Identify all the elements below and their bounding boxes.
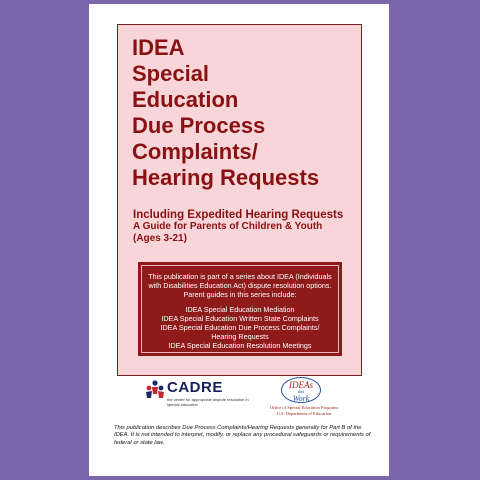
series-item: IDEA Special Education Resolution Meetings bbox=[168, 341, 312, 350]
cadre-logo bbox=[145, 377, 249, 417]
title-line: Hearing Requests bbox=[132, 165, 320, 190]
idea-logo-mid: that bbox=[297, 389, 305, 394]
title-line: Complaints/ bbox=[132, 139, 258, 164]
cadre-tagline: the center for appropriate dispute resolution in special education bbox=[167, 397, 249, 407]
idea-logo-mark bbox=[281, 377, 321, 403]
series-item: IDEA Special Education Due Process Complaints/ bbox=[160, 323, 320, 332]
series-inner bbox=[141, 265, 339, 353]
document-page bbox=[89, 4, 389, 476]
idea-that-work-logo bbox=[259, 377, 349, 419]
disclaimer-text: This publication describes Due Process Complaints/Hearing Requests generally for Part B of the IDEA. It is not intended to interpret, modify, or replace any procedural safeguards or requirements of federal or state law. bbox=[114, 425, 371, 446]
title-line: Special bbox=[132, 61, 210, 86]
cadre-name: CADRE bbox=[167, 379, 223, 396]
title-line: IDEA bbox=[132, 35, 185, 60]
cadre-people-icon bbox=[145, 379, 165, 401]
osep-label bbox=[259, 405, 349, 416]
office-line-1: Office of Special Education Programs bbox=[269, 405, 339, 410]
series-item: IDEA Special Education Written State Complaints bbox=[161, 314, 319, 323]
ages-line: (Ages 3-21) bbox=[133, 233, 187, 244]
cover-panel bbox=[117, 24, 362, 376]
office-line-2: U.S. Department of Education bbox=[276, 410, 332, 416]
title-line: Due Process bbox=[132, 113, 266, 138]
series-item: Hearing Requests bbox=[211, 332, 269, 341]
series-box bbox=[138, 262, 342, 356]
idea-logo-bottom: Work bbox=[292, 394, 310, 403]
cover-title bbox=[132, 35, 319, 191]
idea-logo-top: IDEAs bbox=[289, 380, 313, 390]
series-list bbox=[146, 305, 334, 350]
series-item: IDEA Special Education Mediation bbox=[185, 305, 295, 314]
cover-subtitle: Including Expedited Hearing Requests bbox=[133, 209, 344, 221]
title-line: Education bbox=[132, 87, 239, 112]
guide-line: A Guide for Parents of Children & Youth bbox=[133, 221, 323, 232]
series-intro: This publication is part of a series about IDEA (Individuals with Disabilities Education Act) dispute resolution options. Parent guides in this series include: bbox=[148, 272, 332, 299]
